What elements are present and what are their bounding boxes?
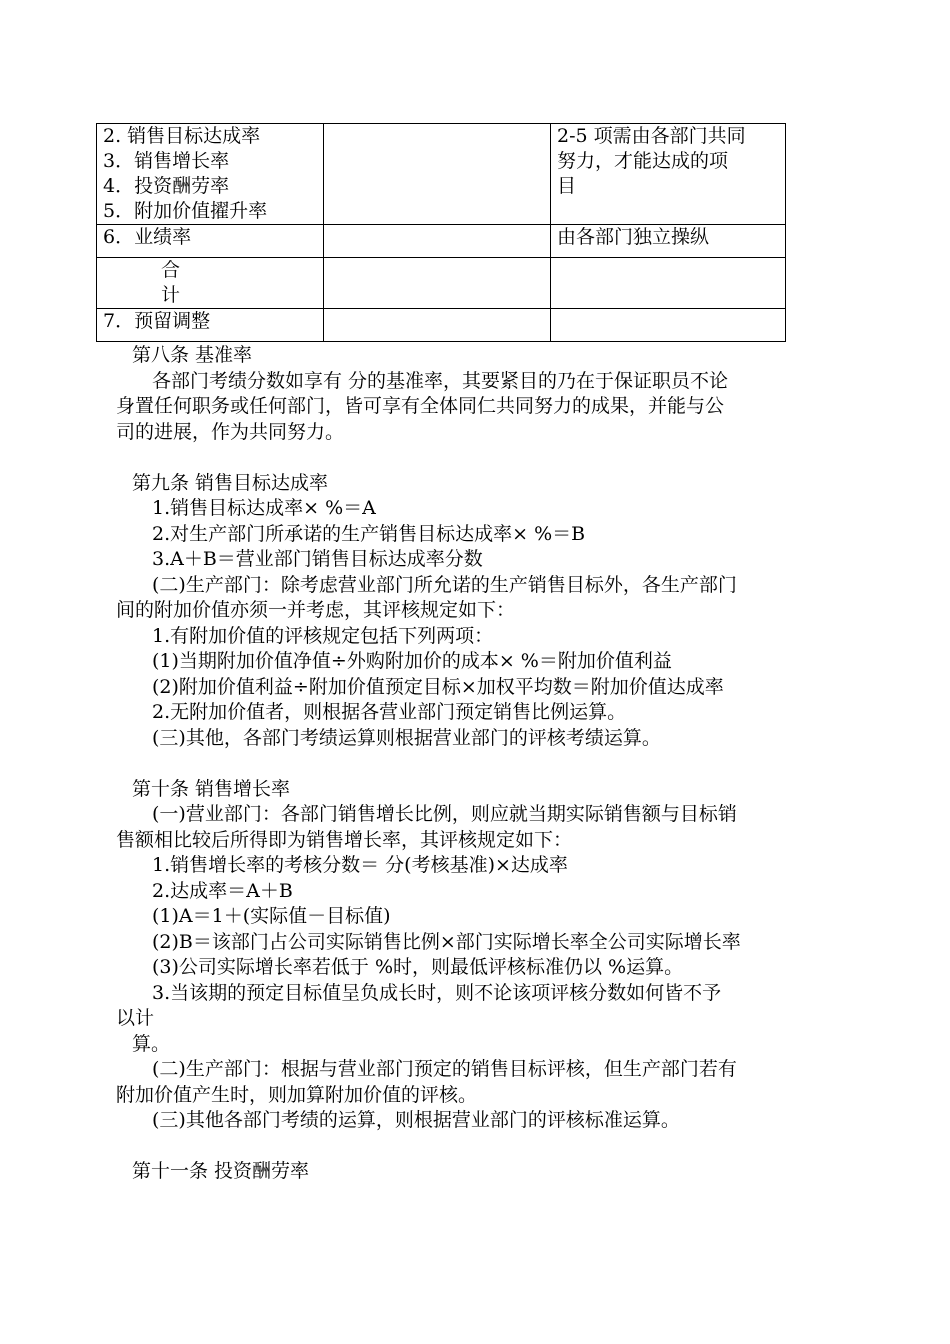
paragraph-line: (一)营业部门：各部门销售增长比例，则应就当期实际销售额与目标销 <box>152 803 737 825</box>
paragraph-line: 间的附加价值亦须一并考虑，其评核规定如下： <box>116 599 516 621</box>
table-cell <box>551 225 786 258</box>
paragraph-line: 2.达成率＝A＋B <box>152 879 293 902</box>
paragraph-line: (1)A＝1＋(实际值－目标值) <box>152 905 391 927</box>
paragraph-line: (1)当期附加价值净值÷外购附加价的成本× %＝附加价值利益 <box>152 650 672 672</box>
assessment-table <box>96 123 786 342</box>
paragraph-line: (3)公司实际增长率若低于 %时，则最低评核标准仍以 %运算。 <box>152 956 684 978</box>
table-cell <box>97 258 324 309</box>
paragraph-line: 3.当该期的预定目标值呈负成长时，则不论该项评核分数如何皆不予 <box>152 981 722 1004</box>
paragraph-line: 附加价值产生时，则加算附加价值的评核。 <box>116 1083 478 1106</box>
paragraph-line: (二)生产部门：除考虑营业部门所允诺的生产销售目标外，各生产部门 <box>152 573 737 596</box>
paragraph-line: (2)附加价值利益÷附加价值预定目标×加权平均数＝附加价值达成率 <box>152 675 724 698</box>
table-cell <box>324 258 551 309</box>
paragraph-line: (三)其他，各部门考绩运算则根据营业部门的评核考绩运算。 <box>152 726 661 749</box>
article-heading: 第十一条 投资酬劳率 <box>132 1160 310 1182</box>
cell-line: 2-5 项需由各部门共同 <box>557 125 746 147</box>
paragraph-line: 以计 <box>116 1007 155 1029</box>
paragraph-line: 售额相比较后所得即为销售增长率，其评核规定如下： <box>116 828 573 851</box>
table-cell <box>324 124 551 225</box>
paragraph-line: 2.对生产部门所承诺的生产销售目标达成率× %＝B <box>152 522 586 545</box>
cell-line: 5．附加价值擢升率 <box>103 200 268 222</box>
table-row <box>97 309 786 342</box>
paragraph-line: 身置任何职务或任何部门，皆可享有全体同仁共同努力的成果，并能与公 <box>116 395 725 417</box>
paragraph-line: 3.A＋B＝营业部门销售目标达成率分数 <box>152 548 483 570</box>
article-heading: 第八条 基准率 <box>132 344 253 366</box>
table-cell <box>97 124 324 225</box>
paragraph-line: 1.销售增长率的考核分数＝ 分(考核基准)×达成率 <box>152 854 568 876</box>
cell-line: 由各部门独立操纵 <box>557 226 710 248</box>
cell-line: 3．销售增长率 <box>103 150 230 172</box>
cell-line: 6．业绩率 <box>103 226 192 248</box>
table-cell <box>324 225 551 258</box>
table-row <box>97 225 786 258</box>
table-cell <box>551 258 786 309</box>
article-heading: 第九条 销售目标达成率 <box>132 471 329 494</box>
table-cell <box>551 124 786 225</box>
table-row <box>97 124 786 225</box>
cell-line: 努力，才能达成的项 <box>557 150 729 172</box>
cell-line: 7．预留调整 <box>103 310 211 332</box>
cell-line: 目 <box>557 175 577 197</box>
paragraph-line: 各部门考绩分数如享有 分的基准率，其要紧目的乃在于保证职员不论 <box>152 369 729 392</box>
paragraph-line: (三)其他各部门考绩的运算，则根据营业部门的评核标准运算。 <box>152 1109 680 1131</box>
table-cell <box>324 309 551 342</box>
table-cell <box>551 309 786 342</box>
total-label: 合 计 <box>161 259 221 306</box>
paragraph-line: 2.无附加价值者，则根据各营业部门预定销售比例运算。 <box>152 701 627 723</box>
paragraph-line: (2)B＝该部门占公司实际销售比例×部门实际增长率全公司实际增长率 <box>152 930 741 953</box>
paragraph-line: 1.销售目标达成率× %＝A <box>152 497 376 519</box>
article-heading: 第十条 销售增长率 <box>132 777 291 800</box>
table-row <box>97 258 786 309</box>
document-body <box>116 343 836 1185</box>
cell-line: 2. 销售目标达成率 <box>103 125 261 147</box>
paragraph-line: 1.有附加价值的评核规定包括下列两项： <box>152 624 494 647</box>
paragraph-line: 司的进展，作为共同努力。 <box>116 420 345 443</box>
paragraph-line: 算。 <box>132 1032 171 1055</box>
table-cell <box>97 225 324 258</box>
table-cell <box>97 309 324 342</box>
paragraph-line: (二)生产部门：根据与营业部门预定的销售目标评核，但生产部门若有 <box>152 1058 737 1080</box>
cell-line: 4．投资酬劳率 <box>103 175 230 197</box>
